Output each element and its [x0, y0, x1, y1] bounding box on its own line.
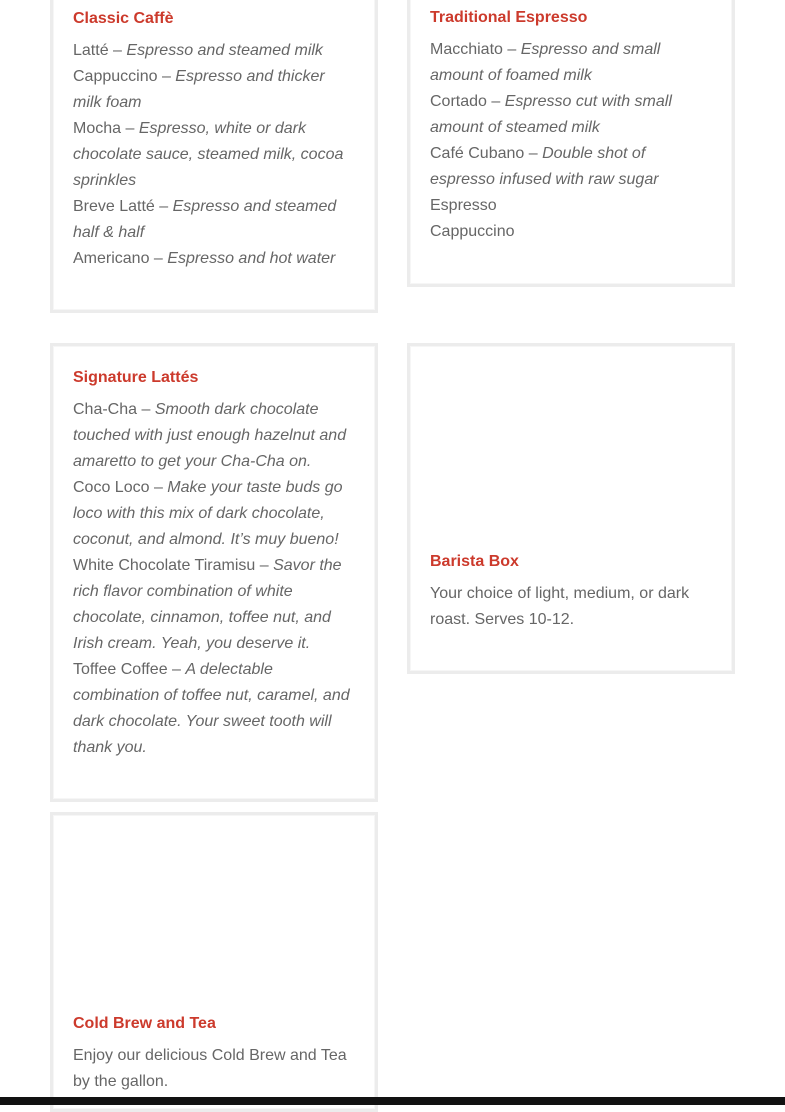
traditional-espresso-list — [430, 37, 712, 245]
cold-brew-card — [50, 812, 378, 1112]
menu-item — [430, 37, 712, 89]
menu-item-name: Macchiato — [430, 41, 503, 58]
menu-item — [73, 194, 355, 246]
menu-item-description: Espresso cut with small amount of steamed milk — [430, 93, 672, 136]
menu-item — [73, 475, 355, 553]
menu-item — [73, 397, 355, 475]
traditional-espresso-title: Traditional Espresso — [430, 9, 588, 26]
bottom-bar — [0, 1097, 785, 1105]
menu-item-separator: – — [149, 479, 168, 496]
menu-item-name: Mocha — [73, 120, 122, 137]
menu-item-name: Cha-Cha — [73, 401, 138, 418]
menu-item — [73, 246, 355, 272]
classic-caffe-title: Classic Caffè — [73, 10, 174, 27]
menu-item-name: Cappuccino — [430, 223, 515, 240]
menu-item-name: Breve Latté — [73, 198, 155, 215]
menu-item-separator: – — [502, 41, 521, 58]
menu-item — [73, 657, 355, 761]
menu-item-name: Americano — [73, 250, 150, 267]
menu-item — [73, 38, 355, 64]
menu-item-description: Espresso and hot water — [167, 250, 336, 267]
cold-brew-title: Cold Brew and Tea — [73, 1015, 216, 1032]
menu-item — [73, 553, 355, 657]
menu-item-separator: – — [121, 120, 139, 137]
menu-item-description: Make your taste buds go loco with this mix of dark chocolate, coconut, and almond. It’s muy bueno! — [73, 479, 343, 548]
menu-item-separator: – — [108, 42, 127, 59]
menu-item-name: Cortado — [430, 93, 487, 110]
menu-item-description: Espresso, white or dark chocolate sauce, steamed milk, cocoa sprinkles — [73, 120, 344, 189]
menu-item — [430, 219, 712, 245]
menu-item-description: Espresso and steamed milk — [126, 42, 323, 59]
traditional-espresso-card — [407, 0, 735, 287]
menu-item-name: Latté — [73, 42, 109, 59]
menu-item-separator: – — [486, 93, 505, 110]
menu-item-description: Smooth dark chocolate touched with just enough hazelnut and amaretto to get your Cha-Cha on. — [73, 401, 347, 470]
menu-item-description: Savor the rich flavor combination of white chocolate, cinnamon, toffee nut, and Irish cream. Yeah, you deserve it. — [73, 557, 342, 652]
menu-item-description: Espresso and steamed half & half — [73, 198, 337, 241]
menu-item-name: Coco Loco — [73, 479, 150, 496]
cold-brew-description: Enjoy our delicious Cold Brew and Tea by the gallon. — [73, 1047, 347, 1090]
classic-caffe-card — [50, 0, 378, 313]
menu-item-separator: – — [255, 557, 274, 574]
menu-item-separator: – — [149, 250, 168, 267]
menu-item-description: A delectable combination of toffee nut, caramel, and dark chocolate. Your sweet tooth will thank you. — [73, 661, 350, 756]
menu-item — [73, 116, 355, 194]
classic-caffe-list — [73, 38, 355, 272]
barista-box-description: Your choice of light, medium, or dark roast. Serves 10-12. — [430, 585, 690, 628]
menu-item-description: Espresso and small amount of foamed milk — [430, 41, 661, 84]
menu-item — [430, 89, 712, 141]
menu-item-separator: – — [524, 145, 543, 162]
signature-lattes-title: Signature Lattés — [73, 369, 199, 386]
menu-item-separator: – — [154, 198, 173, 215]
menu-item — [430, 193, 712, 219]
signature-lattes-card — [50, 343, 378, 802]
menu-item-name: Espresso — [430, 197, 497, 214]
menu-item-separator: – — [167, 661, 186, 678]
menu-item-separator: – — [157, 68, 176, 85]
menu-item-name: Café Cubano — [430, 145, 525, 162]
menu-item — [73, 64, 355, 116]
menu-item-name: Toffee Coffee — [73, 661, 168, 678]
barista-box-title: Barista Box — [430, 553, 519, 570]
menu-item-name: White Chocolate Tiramisu — [73, 557, 256, 574]
barista-box-card — [407, 343, 735, 674]
signature-lattes-list — [73, 397, 355, 761]
menu-item-description: Double shot of espresso infused with raw sugar — [430, 145, 659, 188]
menu-item-separator: – — [137, 401, 155, 418]
menu-item-name: Cappuccino — [73, 68, 158, 85]
menu-item-description: Espresso and thicker milk foam — [73, 68, 325, 111]
menu-item — [430, 141, 712, 193]
